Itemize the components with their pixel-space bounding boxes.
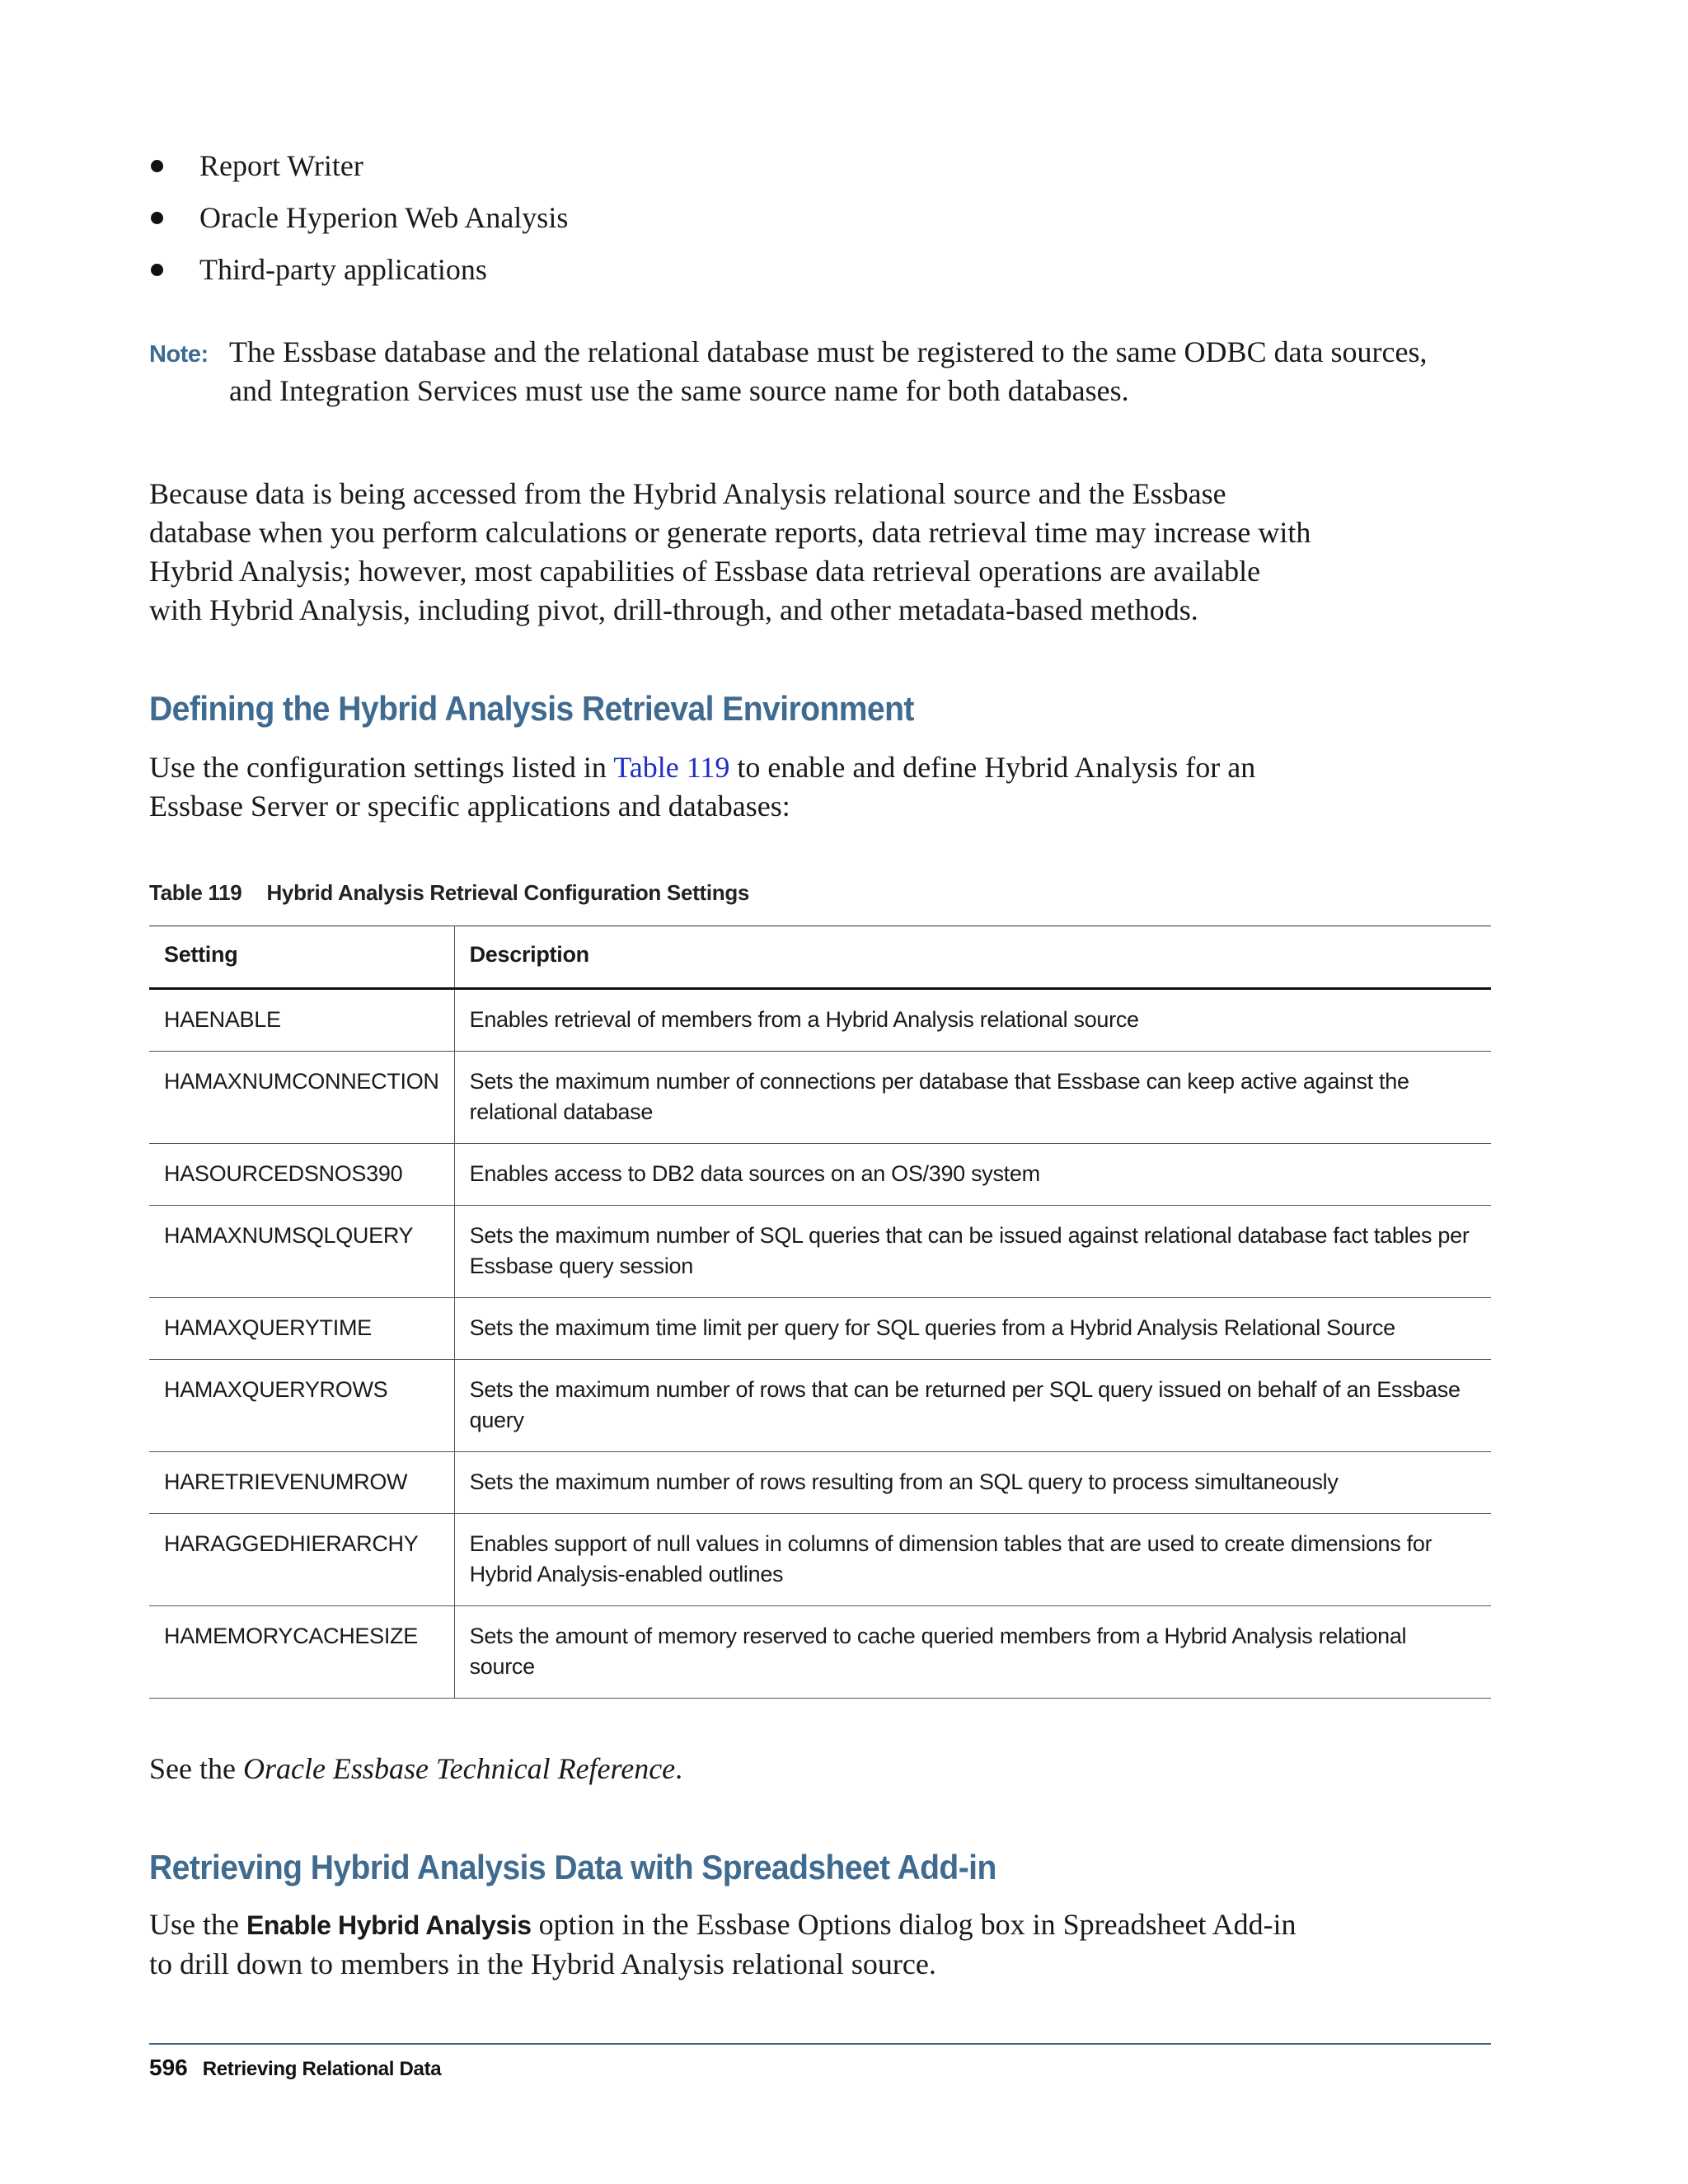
table-row: [149, 1052, 1491, 1144]
setting-cell: HARAGGEDHIERARCHY: [149, 1514, 454, 1606]
setting-cell: HAMAXNUMCONNECTION: [149, 1052, 454, 1144]
config-settings-table: [149, 926, 1491, 1699]
description-cell: Sets the maximum number of connections per database that Essbase can keep active against the relational database: [469, 1069, 1409, 1124]
table-caption-title: Hybrid Analysis Retrieval Configuration Settings: [266, 880, 750, 905]
note-text: The Essbase database and the relational database must be registered to the same ODBC data sources, and Integration Services must use the same source name for both databases.: [229, 335, 1428, 407]
bullet-list: [149, 140, 1493, 296]
page-content: [149, 140, 1493, 1984]
setting-cell: HASOURCEDSNOS390: [149, 1144, 454, 1206]
option-name: Enable Hybrid Analysis: [246, 1910, 532, 1940]
table-row: [149, 1144, 1491, 1206]
bullet-icon: [151, 212, 163, 224]
table-caption: [149, 880, 1493, 906]
description-cell: Enables retrieval of members from a Hybrid Analysis relational source: [469, 1007, 1139, 1032]
setting-cell: HAMAXQUERYROWS: [149, 1360, 454, 1452]
table-header-row: [149, 926, 1491, 989]
table-row: [149, 1606, 1491, 1699]
table-119-link[interactable]: Table 119: [613, 751, 730, 784]
description-cell: Sets the maximum number of SQL queries that can be issued against relational database fact tables per Essbase query session: [469, 1223, 1470, 1278]
list-item: Oracle Hyperion Web Analysis: [149, 192, 1493, 244]
description-cell: Enables support of null values in columns of dimension tables that are used to create dimensions for Hybrid Analysis-enabled outlines: [469, 1531, 1432, 1586]
paragraph-spreadsheet: Use the Enable Hybrid Analysis option in the Essbase Options dialog box in Spreadsheet Add-in to drill down to members in the Hybrid Analysis relational source.: [149, 1908, 1296, 1980]
section-heading-retrieving: Retrieving Hybrid Analysis Data with Spreadsheet Add-in: [149, 1848, 996, 1886]
note-block: [149, 333, 1449, 410]
table-caption-number: Table 119: [149, 880, 242, 905]
section-heading-defining: Defining the Hybrid Analysis Retrieval Environment: [149, 689, 914, 728]
see-also-paragraph: See the Oracle Essbase Technical Reference.: [149, 1752, 683, 1785]
table-row: [149, 1360, 1491, 1452]
page-number: 596: [149, 2055, 188, 2080]
table-row: [149, 989, 1491, 1052]
list-item: Third-party applications: [149, 244, 1493, 296]
table-row: [149, 1298, 1491, 1360]
footer-title: Retrieving Relational Data: [202, 2058, 442, 2080]
description-cell: Enables access to DB2 data sources on an OS/390 system: [469, 1161, 1040, 1186]
paragraph-intro: Because data is being accessed from the Hybrid Analysis relational source and the Essbase database when you perform calculations or generate reports, data retrieval time may increase with Hybrid Analysis; however, most capabilities of Essbase data retrieval operations are available with Hybrid Analysis, including pivot, drill-through, and other metadata-based methods.: [149, 477, 1311, 626]
setting-cell: HAMAXNUMSQLQUERY: [149, 1206, 454, 1298]
description-cell: Sets the maximum time limit per query for SQL queries from a Hybrid Analysis Relational Source: [469, 1315, 1395, 1340]
description-cell: Sets the maximum number of rows that can be returned per SQL query issued on behalf of an Essbase query: [469, 1377, 1461, 1432]
note-label: Note:: [149, 341, 209, 368]
setting-cell: HAMEMORYCACHESIZE: [149, 1606, 454, 1699]
paragraph-config: Use the configuration settings listed in Table 119 to enable and define Hybrid Analysis for an Essbase Server or specific applications and databases:: [149, 751, 1256, 823]
table-row: [149, 1206, 1491, 1298]
column-header-description: Description: [469, 941, 589, 967]
setting-cell: HAMAXQUERYTIME: [149, 1298, 454, 1360]
bullet-icon: [151, 160, 163, 172]
reference-title: Oracle Essbase Technical Reference: [242, 1752, 676, 1785]
table-row: [149, 1514, 1491, 1606]
description-cell: Sets the maximum number of rows resulting from an SQL query to process simultaneously: [469, 1469, 1339, 1494]
table-row: [149, 1452, 1491, 1514]
setting-cell: HARETRIEVENUMROW: [149, 1452, 454, 1514]
page-footer: [149, 2043, 1491, 2081]
list-item: Report Writer: [149, 140, 1493, 192]
column-header-setting: Setting: [149, 926, 454, 989]
setting-cell: HAENABLE: [149, 989, 454, 1052]
description-cell: Sets the amount of memory reserved to cache queried members from a Hybrid Analysis relational source: [469, 1624, 1407, 1679]
bullet-icon: [151, 264, 163, 276]
